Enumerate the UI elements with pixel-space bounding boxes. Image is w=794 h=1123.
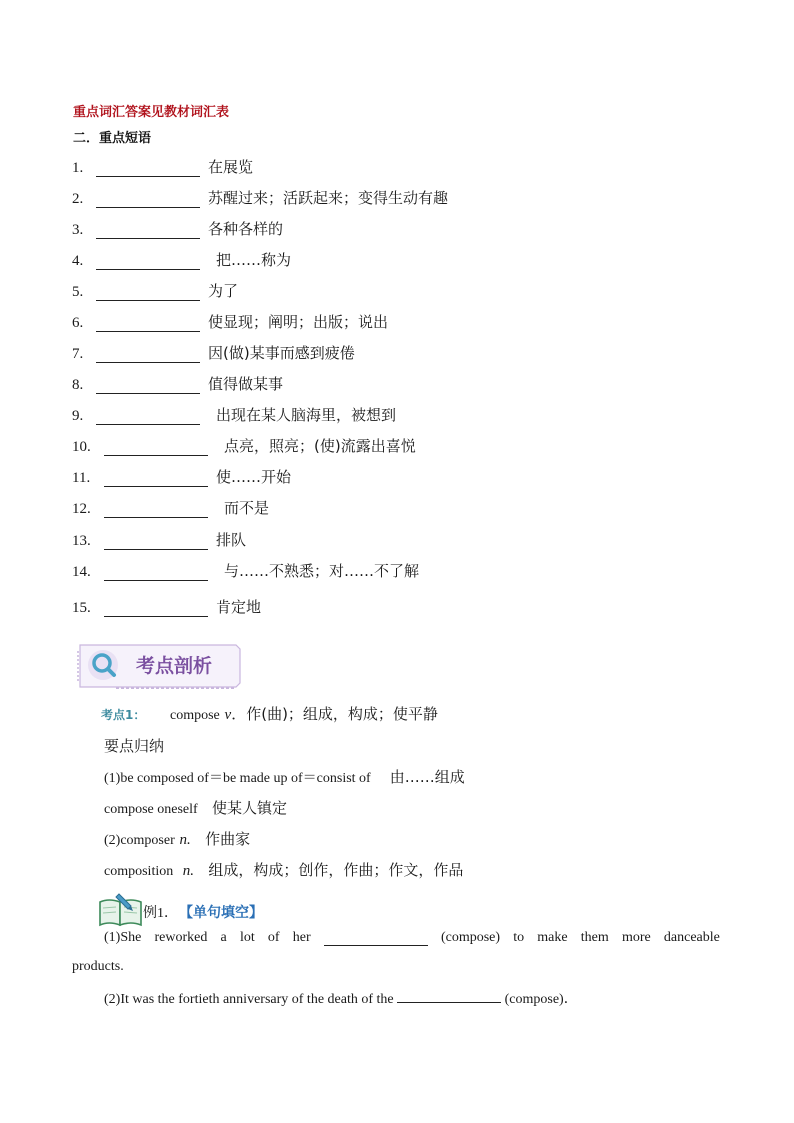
phrase-item (72, 277, 238, 301)
example-sentence-1-continued: products. (72, 959, 124, 974)
phrase-number: 8. (72, 377, 84, 393)
example-label: 例1． (143, 906, 178, 921)
example-tag: 【单句填空】 (179, 905, 263, 921)
phrase-meaning: 为了 (208, 282, 239, 300)
sentence-word: her (292, 930, 311, 945)
phrase-number: 10. (72, 439, 91, 455)
phrase-meaning: 各种各样的 (208, 220, 284, 238)
book-pencil-icon (97, 892, 145, 928)
answer-blank[interactable] (96, 406, 200, 425)
sentence-word: them (580, 930, 609, 945)
phrase-meaning: 苏醒过来；活跃起来；变得生动有趣 (208, 189, 449, 207)
phrase-meaning: 与……不熟悉；对……不了解 (224, 562, 420, 580)
magnifier-icon (88, 650, 118, 680)
answer-blank[interactable] (324, 931, 428, 946)
phrase-item (72, 557, 419, 581)
phrase-meaning: 值得做某事 (208, 375, 284, 393)
phrase-item (72, 593, 261, 617)
sentence-word: (compose) (440, 930, 501, 945)
phrase-number: 1. (72, 160, 84, 176)
answer-blank[interactable] (104, 598, 208, 617)
phrase-meaning: 使显现；阐明；出版；说出 (208, 313, 389, 331)
phrase-number: 15. (72, 600, 91, 616)
phrase-item (72, 370, 283, 394)
phrase-meaning: 点亮，照亮；(使)流露出喜悦 (224, 437, 416, 455)
sentence-word: to (513, 930, 525, 945)
key-vocab-note: 重点词汇答案见教材词汇表 (73, 105, 230, 120)
sentence-word: (1)She (104, 930, 142, 945)
answer-blank[interactable] (96, 313, 200, 332)
phrase-item (72, 153, 253, 177)
kaodian-word: compose (170, 708, 220, 723)
phrase-meaning: 排队 (216, 531, 247, 549)
answer-blank[interactable] (104, 437, 208, 456)
phrase-item (72, 246, 291, 270)
phrase-meaning: 在展览 (208, 158, 254, 176)
phrase-item (72, 308, 388, 332)
answer-blank[interactable] (96, 189, 200, 208)
note-line-4: composition n. 组成，构成；创作，作曲；作文，作品 (104, 861, 464, 879)
answer-blank[interactable] (104, 499, 208, 518)
answer-blank[interactable] (96, 251, 200, 270)
note-line-1: (1)be composed of＝be made up of＝consist of 由……组成 (104, 768, 465, 786)
phrase-number: 11. (72, 470, 91, 486)
answer-blank[interactable] (96, 220, 200, 239)
phrase-meaning: 出现在某人脑海里，被想到 (216, 406, 397, 424)
answer-blank[interactable] (397, 988, 501, 1003)
phrase-meaning: 使……开始 (216, 468, 292, 486)
answer-blank[interactable] (104, 468, 208, 487)
answer-blank[interactable] (96, 158, 200, 177)
phrase-number: 5. (72, 284, 84, 300)
sentence-word: make (537, 930, 568, 945)
answer-blank[interactable] (96, 282, 200, 301)
phrase-number: 12. (72, 501, 91, 517)
section-banner (76, 641, 242, 691)
phrase-item (72, 215, 283, 239)
phrase-number: 2. (72, 191, 84, 207)
answer-blank[interactable] (104, 531, 208, 550)
sentence-word: a (220, 930, 227, 945)
phrase-item (72, 526, 246, 550)
phrase-item (72, 463, 291, 487)
phrase-number: 6. (72, 315, 84, 331)
banner-title: 考点剖析 (136, 655, 213, 677)
phrase-number: 14. (72, 564, 91, 580)
phrase-number: 3. (72, 222, 84, 238)
kaodian-meaning: ．作(曲)；组成，构成；使平静 (231, 705, 438, 723)
sentence-word: reworked (154, 930, 208, 945)
phrase-number: 7. (72, 346, 84, 362)
sentence-word: danceable (663, 930, 720, 945)
sentence-word: more (621, 930, 651, 945)
section-title: 二．重点短语 (73, 131, 152, 146)
sentence-word: of (267, 930, 280, 945)
phrase-number: 9. (72, 408, 84, 424)
kaodian-label: 考点1： (101, 708, 146, 722)
note-line-3: (2)composer n. 作曲家 (104, 830, 251, 848)
phrase-item (72, 401, 396, 425)
note-line-2: compose oneself 使某人镇定 (104, 799, 288, 817)
answer-blank[interactable] (104, 562, 208, 581)
notes-heading: 要点归纳 (104, 737, 165, 755)
answer-blank[interactable] (96, 375, 200, 394)
phrase-meaning: 把……称为 (216, 251, 292, 269)
example-sentence-2: (2)It was the fortieth anniversary of the death of the (compose)． (104, 988, 578, 1008)
answer-blank[interactable] (96, 344, 200, 363)
kaodian-definition (170, 703, 438, 724)
phrase-item (72, 184, 448, 208)
phrase-number: 4. (72, 253, 84, 269)
phrase-number: 13. (72, 533, 91, 549)
phrase-meaning: 而不是 (224, 499, 270, 517)
phrase-item (72, 494, 269, 518)
phrase-meaning: 肯定地 (216, 598, 262, 616)
phrase-meaning: 因(做)某事而感到疲倦 (208, 344, 355, 362)
sentence-word: lot (239, 930, 255, 945)
kaodian-pos: v (224, 707, 232, 723)
phrase-item (72, 339, 355, 363)
example-sentence-1 (104, 930, 720, 946)
phrase-item (72, 432, 416, 456)
